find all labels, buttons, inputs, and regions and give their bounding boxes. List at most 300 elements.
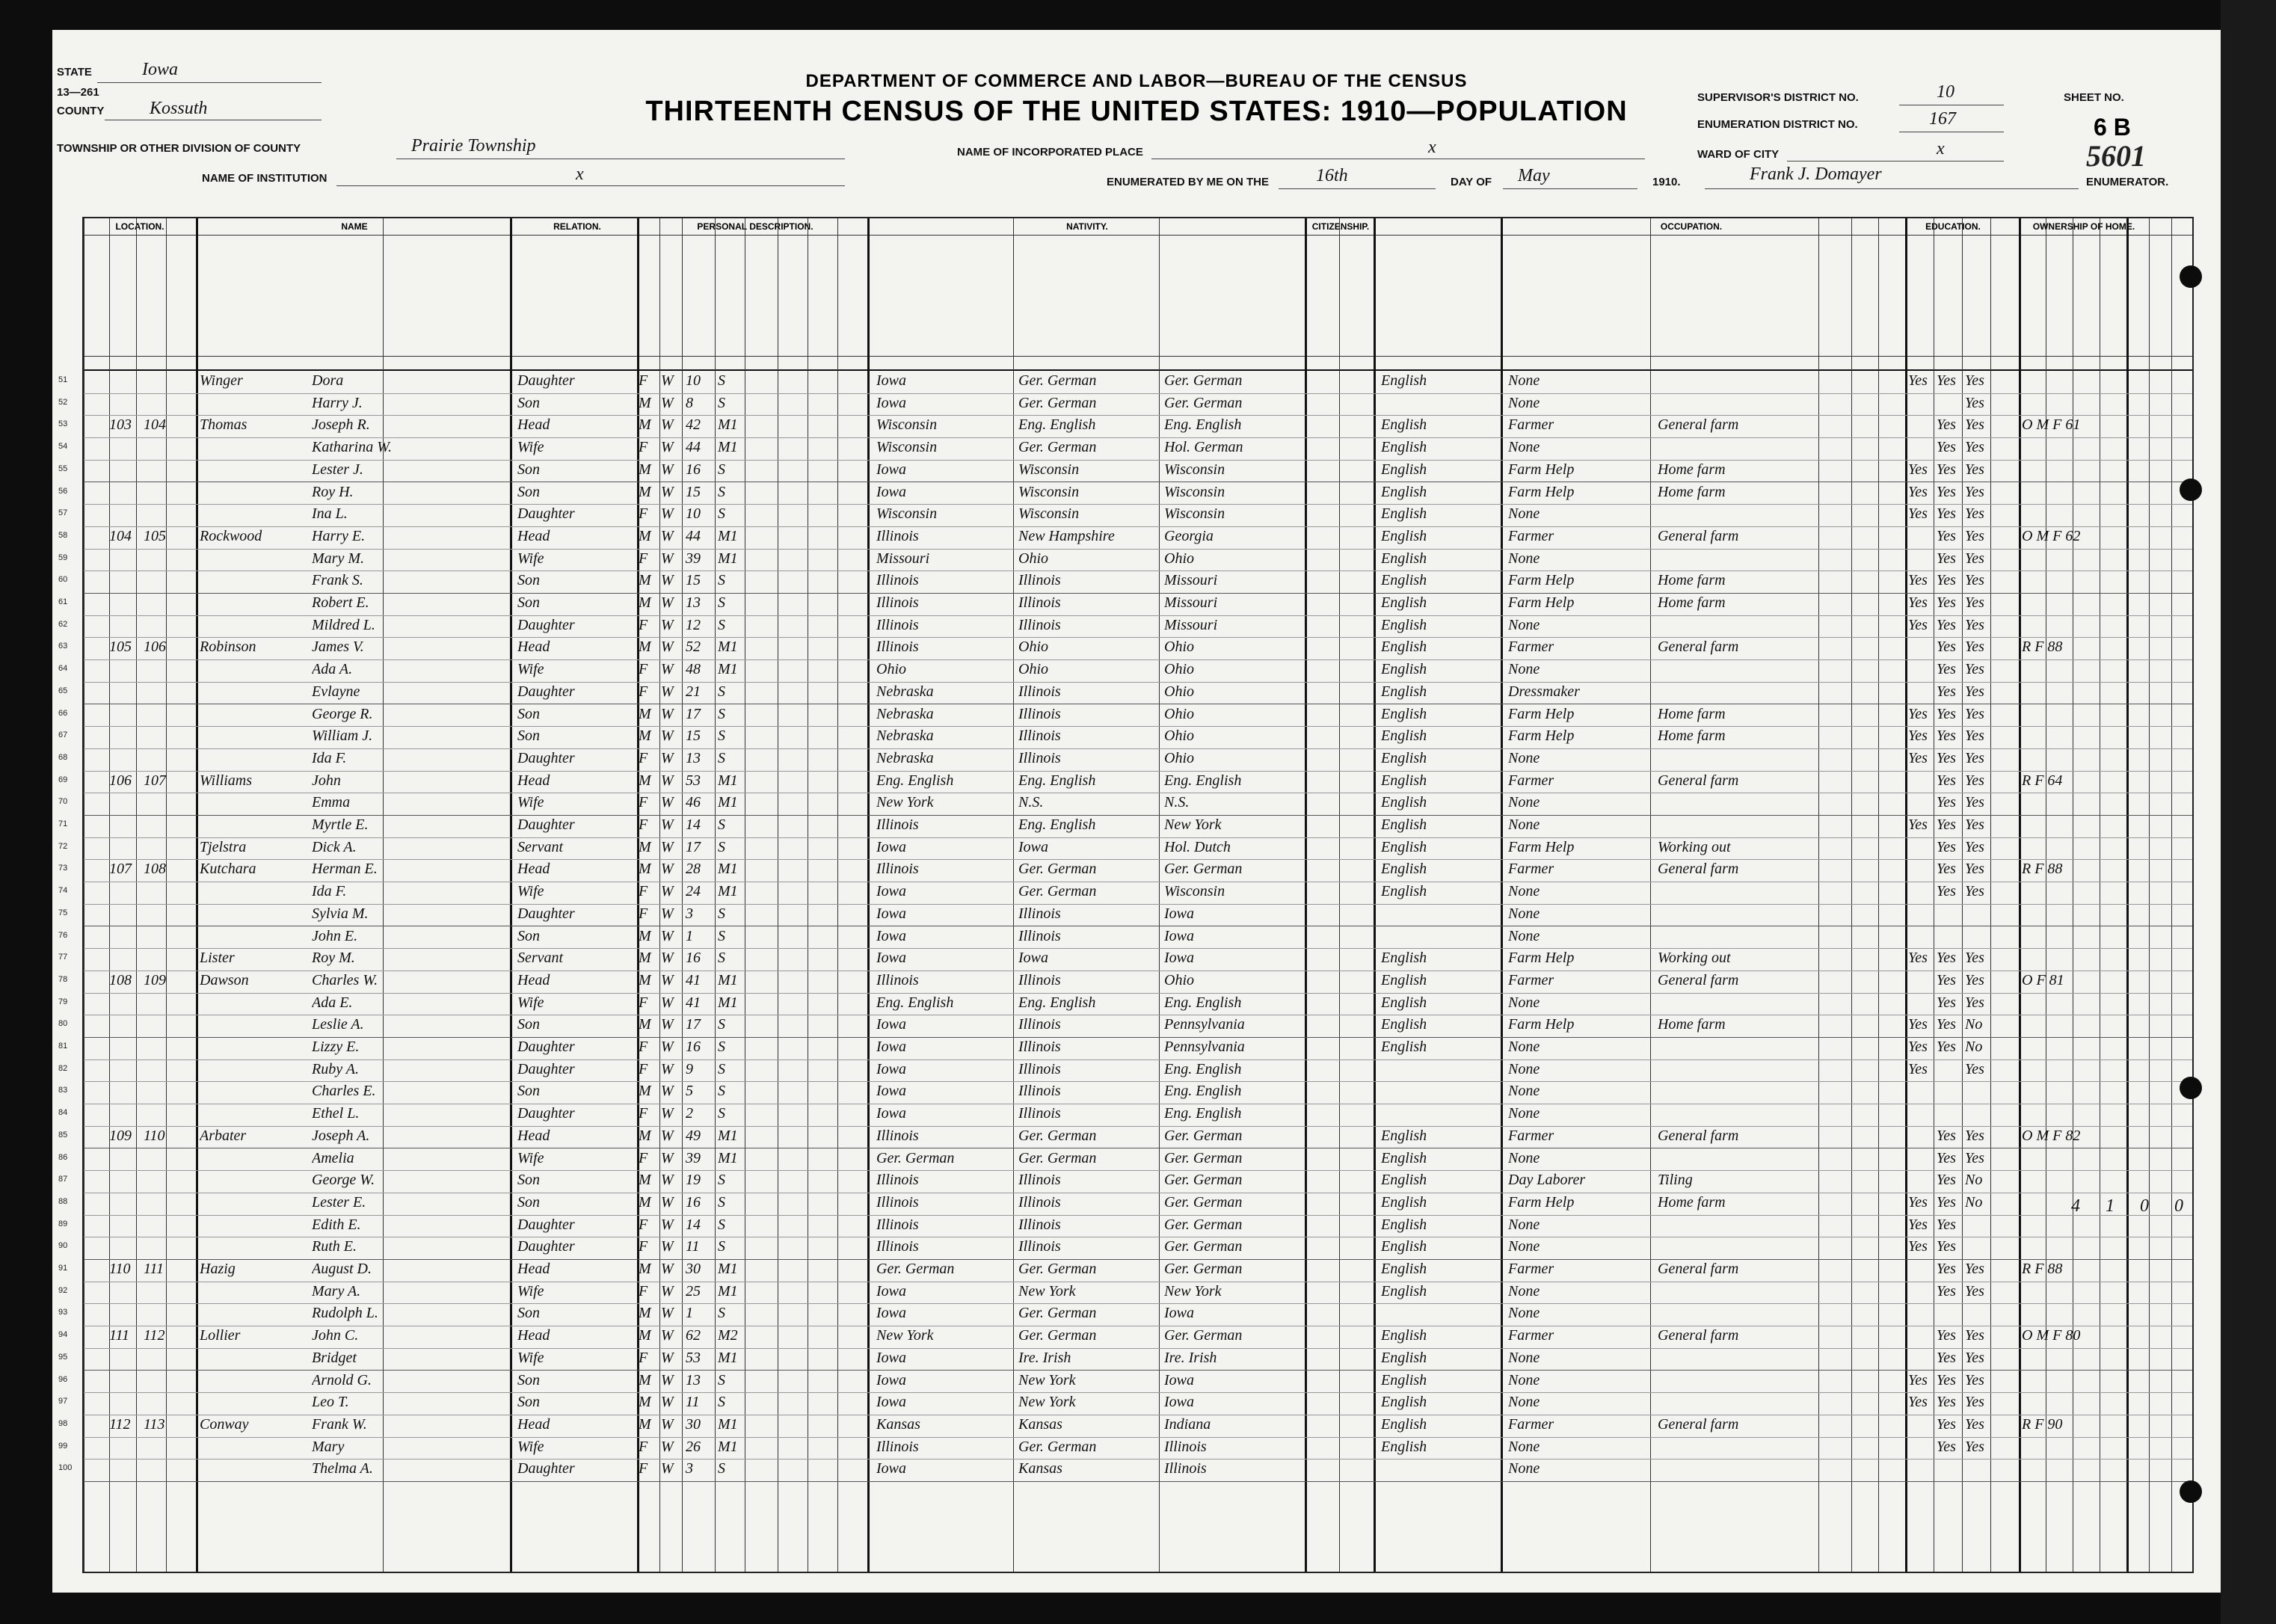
- cell-trade: None: [1508, 1149, 1540, 1166]
- enumeration-label: ENUMERATION DISTRICT NO.: [1697, 118, 1858, 131]
- cell-dwelling: [109, 484, 147, 503]
- cell-industry: General farm: [1658, 416, 1739, 434]
- cell-mother-birth: Ohio: [1164, 728, 1194, 745]
- cell-dwelling: 109: [109, 1127, 132, 1144]
- cell-mother-birth: Eng. English: [1164, 416, 1242, 434]
- cell-school: Yes: [1908, 572, 1928, 589]
- cell-language: English: [1381, 616, 1427, 633]
- cell-relation: Wife: [517, 994, 544, 1011]
- cell-given: Frank W.: [312, 1415, 367, 1433]
- enumerated-day: 16th: [1316, 166, 1348, 185]
- cell-race: W: [661, 527, 674, 544]
- cell-family: 105: [144, 527, 166, 544]
- cell-age: 13: [686, 1371, 701, 1388]
- department-title: DEPARTMENT OF COMMERCE AND LABOR—BUREAU OF THE CENSUS: [805, 71, 1468, 91]
- enumeration-value: 167: [1929, 109, 1956, 129]
- cell-age: 25: [686, 1282, 701, 1299]
- cell-write: Yes: [1965, 1349, 1984, 1366]
- cell-write: Yes: [1965, 483, 1984, 500]
- cell-trade: Farmer: [1508, 1127, 1554, 1144]
- cell-relation: Wife: [517, 1438, 544, 1455]
- cell-birth-place: Wisconsin: [876, 439, 938, 456]
- line-number: 97: [58, 1397, 68, 1406]
- cell-industry: Home farm: [1658, 594, 1726, 611]
- cell-sex: F: [639, 1216, 648, 1233]
- cell-marital: M1: [718, 439, 738, 456]
- cell-race: W: [661, 439, 674, 456]
- cell-read: Yes: [1937, 483, 1956, 500]
- cell-mother-birth: Indiana: [1164, 1415, 1211, 1433]
- cell-family: [144, 750, 181, 769]
- cell-father-birth: Wisconsin: [1018, 483, 1080, 500]
- cell-age: 15: [686, 572, 701, 589]
- cell-sex: F: [639, 1349, 648, 1366]
- cell-race: W: [661, 927, 674, 944]
- cell-age: 13: [686, 594, 701, 611]
- census-sheet: [52, 30, 2221, 1593]
- cell-father-birth: Ger. German: [1018, 1327, 1097, 1344]
- cell-mother-birth: Ire. Irish: [1164, 1349, 1217, 1366]
- cell-birth-place: Iowa: [876, 838, 906, 855]
- cell-age: 14: [686, 816, 701, 833]
- cell-family: [144, 905, 181, 925]
- cell-industry: General farm: [1658, 1261, 1739, 1277]
- cell-surname: [200, 728, 312, 747]
- cell-mother-birth: Ohio: [1164, 639, 1194, 656]
- cell-write: No: [1965, 1193, 1983, 1211]
- line-number: 72: [58, 841, 68, 851]
- cell-surname: [200, 1372, 312, 1391]
- cell-trade: Farmer: [1508, 1415, 1554, 1433]
- cell-industry: [1658, 1460, 1818, 1480]
- cell-father-birth: Eng. English: [1018, 772, 1096, 789]
- cell-family: [144, 1016, 181, 1036]
- table-row: [58, 504, 2192, 527]
- cell-marital: M1: [718, 416, 738, 434]
- cell-family: [144, 1217, 181, 1236]
- cell-surname: [200, 484, 312, 503]
- table-row: [58, 704, 2192, 728]
- table-row: [58, 1148, 2192, 1172]
- cell-age: 12: [686, 616, 701, 633]
- cell-language: English: [1381, 372, 1427, 389]
- cell-race: W: [661, 994, 674, 1011]
- cell-family: 110: [144, 1127, 165, 1144]
- cell-father-birth: Eng. English: [1018, 416, 1096, 434]
- cell-given: Roy M.: [312, 950, 355, 967]
- cell-industry: [1658, 905, 1818, 925]
- cell-age: 41: [686, 994, 701, 1011]
- cell-father-birth: Kansas: [1018, 1460, 1062, 1477]
- punch-hole: [2180, 265, 2202, 288]
- group-education: EDUCATION.: [1925, 221, 1981, 232]
- cell-language: English: [1381, 550, 1427, 567]
- cell-dwelling: [109, 794, 147, 813]
- cell-surname: Conway: [200, 1415, 249, 1433]
- cell-relation: Daughter: [517, 1238, 575, 1255]
- cell-race: W: [661, 616, 674, 633]
- cell-relation: Head: [517, 527, 550, 544]
- cell-birth-place: Iowa: [876, 1083, 906, 1100]
- cell-industry: Home farm: [1658, 572, 1726, 589]
- line-number: 86: [58, 1152, 68, 1162]
- cell-marital: S: [718, 1083, 725, 1100]
- cell-dwelling: 106: [109, 772, 132, 789]
- cell-relation: Head: [517, 971, 550, 988]
- cell-school: [1908, 1261, 1935, 1280]
- cell-marital: S: [718, 749, 725, 766]
- cell-trade: None: [1508, 994, 1540, 1011]
- cell-industry: Home farm: [1658, 728, 1726, 745]
- cell-father-birth: Ger. German: [1018, 394, 1097, 411]
- cell-read: [1937, 928, 1963, 947]
- table-row: [58, 971, 2192, 994]
- cell-father-birth: New York: [1018, 1282, 1076, 1299]
- cell-marital: S: [718, 616, 725, 633]
- cell-school: Yes: [1908, 950, 1928, 967]
- cell-birth-place: Kansas: [876, 1415, 920, 1433]
- cell-age: 30: [686, 1261, 701, 1277]
- cell-read: [1937, 1305, 1963, 1324]
- cell-marital: S: [718, 394, 725, 411]
- cell-race: W: [661, 1127, 674, 1144]
- supervisor-label: SUPERVISOR'S DISTRICT NO.: [1697, 91, 1859, 104]
- cell-language: [1381, 1305, 1493, 1324]
- cell-marital: M1: [718, 1349, 738, 1366]
- cell-relation: Son: [517, 483, 540, 500]
- cell-dwelling: [109, 1350, 147, 1369]
- cell-birth-place: Iowa: [876, 483, 906, 500]
- cell-birth-place: Iowa: [876, 1105, 906, 1122]
- cell-language: [1381, 905, 1493, 925]
- cell-family: [144, 461, 181, 481]
- cell-write: [1965, 1238, 1992, 1258]
- cell-surname: [200, 550, 312, 570]
- cell-dwelling: [109, 395, 147, 414]
- cell-race: W: [661, 639, 674, 656]
- cell-father-birth: New York: [1018, 1371, 1076, 1388]
- cell-surname: [200, 1217, 312, 1236]
- cell-relation: Daughter: [517, 1105, 575, 1122]
- table-row: [58, 1392, 2192, 1415]
- cell-own: [2022, 1238, 2126, 1258]
- cell-surname: [200, 1150, 312, 1169]
- cell-sex: M: [639, 1394, 651, 1411]
- cell-trade: None: [1508, 372, 1540, 389]
- cell-school: Yes: [1908, 1216, 1928, 1233]
- cell-family: 104: [144, 416, 166, 434]
- cell-read: Yes: [1937, 749, 1956, 766]
- cell-given: Amelia: [312, 1149, 354, 1166]
- cell-mother-birth: New York: [1164, 1282, 1222, 1299]
- cell-sex: F: [639, 372, 648, 389]
- line-number: 92: [58, 1285, 68, 1295]
- cell-dwelling: [109, 550, 147, 570]
- cell-birth-place: Ger. German: [876, 1261, 955, 1277]
- cell-trade: Farmer: [1508, 861, 1554, 878]
- table-row: [58, 570, 2192, 594]
- cell-relation: Head: [517, 1127, 550, 1144]
- cell-read: Yes: [1937, 1039, 1956, 1055]
- line-number: 62: [58, 619, 68, 629]
- cell-mother-birth: Iowa: [1164, 950, 1194, 967]
- cell-own: [2022, 484, 2126, 503]
- cell-trade: Farmer: [1508, 416, 1554, 434]
- cell-dwelling: 107: [109, 861, 132, 878]
- cell-relation: Son: [517, 927, 540, 944]
- cell-sex: F: [639, 661, 648, 678]
- cell-own: [2022, 1372, 2126, 1391]
- cell-industry: [1658, 928, 1818, 947]
- cell-industry: [1658, 439, 1818, 458]
- cell-relation: Son: [517, 1083, 540, 1100]
- cell-relation: Daughter: [517, 749, 575, 766]
- line-number: 74: [58, 886, 68, 896]
- cell-father-birth: Ger. German: [1018, 883, 1097, 900]
- cell-relation: Daughter: [517, 372, 575, 389]
- cell-own: [2022, 1083, 2126, 1102]
- cell-dwelling: [109, 617, 147, 636]
- cell-trade: None: [1508, 1305, 1540, 1322]
- cell-read: [1937, 1105, 1963, 1125]
- cell-mother-birth: Missouri: [1164, 616, 1218, 633]
- cell-industry: [1658, 683, 1818, 703]
- cell-school: [1908, 683, 1935, 703]
- cell-read: Yes: [1937, 728, 1956, 745]
- cell-industry: [1658, 1105, 1818, 1125]
- cell-family: [144, 794, 181, 813]
- table-row: [58, 793, 2192, 816]
- cell-mother-birth: Ger. German: [1164, 1327, 1243, 1344]
- census-table: [58, 217, 2194, 1573]
- cell-given: Robert E.: [312, 594, 369, 611]
- cell-read: Yes: [1937, 372, 1956, 389]
- cell-industry: Home farm: [1658, 461, 1726, 478]
- cell-relation: Son: [517, 1394, 540, 1411]
- cell-relation: Wife: [517, 1349, 544, 1366]
- cell-relation: Wife: [517, 661, 544, 678]
- cell-race: W: [661, 1394, 674, 1411]
- cell-trade: None: [1508, 505, 1540, 523]
- line-number: 80: [58, 1019, 68, 1029]
- cell-surname: [200, 1061, 312, 1080]
- cell-race: W: [661, 661, 674, 678]
- line-number: 63: [58, 642, 68, 651]
- cell-surname: [200, 505, 312, 525]
- cell-sex: M: [639, 639, 651, 656]
- cell-given: Bridget: [312, 1349, 357, 1366]
- cell-write: Yes: [1965, 394, 1984, 411]
- cell-read: Yes: [1937, 416, 1956, 434]
- cell-marital: M1: [718, 661, 738, 678]
- cell-dwelling: [109, 683, 147, 703]
- cell-write: Yes: [1965, 1327, 1984, 1344]
- cell-industry: Tiling: [1658, 1172, 1693, 1189]
- cell-mother-birth: Wisconsin: [1164, 483, 1225, 500]
- cell-industry: [1658, 372, 1818, 392]
- cell-mother-birth: Ohio: [1164, 749, 1194, 766]
- cell-race: W: [661, 1105, 674, 1122]
- cell-language: English: [1381, 1394, 1427, 1411]
- cell-school: [1908, 1305, 1935, 1324]
- cell-marital: M1: [718, 971, 738, 988]
- cell-given: Ida F.: [312, 749, 347, 766]
- cell-surname: Lollier: [200, 1327, 241, 1344]
- cell-own: [2022, 1105, 2126, 1125]
- cell-race: W: [661, 1216, 674, 1233]
- cell-language: English: [1381, 861, 1427, 878]
- cell-relation: Daughter: [517, 905, 575, 922]
- cell-language: [1381, 395, 1493, 414]
- cell-mother-birth: Eng. English: [1164, 1060, 1242, 1077]
- cell-trade: Day Laborer: [1508, 1172, 1586, 1189]
- cell-marital: S: [718, 572, 725, 589]
- cell-family: [144, 883, 181, 902]
- line-number: 100: [58, 1463, 73, 1473]
- cell-trade: Farmer: [1508, 1327, 1554, 1344]
- cell-language: English: [1381, 1238, 1427, 1255]
- cell-language: English: [1381, 749, 1427, 766]
- county-label: COUNTY: [57, 105, 105, 117]
- cell-relation: Son: [517, 461, 540, 478]
- cell-school: Yes: [1908, 1039, 1928, 1055]
- cell-given: John: [312, 772, 341, 789]
- cell-own: [2022, 1439, 2126, 1458]
- cell-age: 5: [686, 1083, 693, 1100]
- table-row: [58, 1037, 2192, 1060]
- cell-sex: M: [639, 1371, 651, 1388]
- cell-write: [1965, 1460, 1992, 1480]
- cell-write: Yes: [1965, 1127, 1984, 1144]
- cell-race: W: [661, 1415, 674, 1433]
- cell-given: Herman E.: [312, 861, 378, 878]
- line-number: 78: [58, 974, 68, 984]
- cell-relation: Daughter: [517, 1216, 575, 1233]
- cell-race: W: [661, 1282, 674, 1299]
- cell-sex: F: [639, 1238, 648, 1255]
- cell-write: [1965, 1083, 1992, 1102]
- cell-marital: M1: [718, 1149, 738, 1166]
- cell-read: Yes: [1937, 1349, 1956, 1366]
- table-row: [58, 1126, 2192, 1149]
- cell-age: 46: [686, 794, 701, 811]
- cell-family: [144, 1105, 181, 1125]
- cell-write: Yes: [1965, 616, 1984, 633]
- cell-write: Yes: [1965, 772, 1984, 789]
- cell-school: Yes: [1908, 594, 1928, 611]
- cell-sex: M: [639, 483, 651, 500]
- cell-sex: F: [639, 1438, 648, 1455]
- cell-school: [1908, 1350, 1935, 1369]
- table-row: [58, 726, 2192, 749]
- cell-family: [144, 1439, 181, 1458]
- cell-mother-birth: Illinois: [1164, 1438, 1207, 1455]
- cell-age: 15: [686, 483, 701, 500]
- line-number: 64: [58, 664, 68, 674]
- cell-race: W: [661, 1371, 674, 1388]
- cell-write: Yes: [1965, 461, 1984, 478]
- cell-industry: [1658, 1083, 1818, 1102]
- cell-write: Yes: [1965, 683, 1984, 700]
- cell-marital: M1: [718, 861, 738, 878]
- line-number: 69: [58, 775, 68, 784]
- cell-age: 3: [686, 1460, 693, 1477]
- cell-own: [2022, 1039, 2126, 1058]
- cell-given: Roy H.: [312, 483, 354, 500]
- cell-own: [2022, 1061, 2126, 1080]
- cell-trade: None: [1508, 1438, 1540, 1455]
- table-row: [58, 1371, 2192, 1394]
- cell-sex: M: [639, 1172, 651, 1189]
- table-row: [58, 659, 2192, 683]
- cell-school: Yes: [1908, 728, 1928, 745]
- cell-dwelling: [109, 950, 147, 969]
- group-nativity: NATIVITY.: [1066, 221, 1108, 232]
- cell-age: 39: [686, 550, 701, 567]
- cell-sex: M: [639, 1127, 651, 1144]
- cell-father-birth: Ger. German: [1018, 1261, 1097, 1277]
- group-personal: PERSONAL DESCRIPTION.: [697, 221, 813, 232]
- cell-family: [144, 1372, 181, 1391]
- cell-marital: M1: [718, 527, 738, 544]
- cell-write: [1965, 1305, 1992, 1324]
- cell-own: O M F 62: [2022, 527, 2081, 544]
- cell-dwelling: 111: [109, 1327, 130, 1344]
- cell-mother-birth: Iowa: [1164, 1394, 1194, 1411]
- cell-given: John E.: [312, 927, 358, 944]
- cell-own: [2022, 1283, 2126, 1302]
- cell-sex: M: [639, 971, 651, 988]
- cell-father-birth: Eng. English: [1018, 816, 1096, 833]
- cell-industry: [1658, 1238, 1818, 1258]
- cell-age: 8: [686, 394, 693, 411]
- cell-own: [2022, 1150, 2126, 1169]
- cell-write: Yes: [1965, 794, 1984, 811]
- cell-given: Evlayne: [312, 683, 360, 700]
- cell-father-birth: Illinois: [1018, 1172, 1061, 1189]
- cell-family: [144, 1083, 181, 1102]
- cell-given: Mary A.: [312, 1282, 361, 1299]
- line-number: 53: [58, 419, 68, 429]
- cell-birth-place: Illinois: [876, 1172, 919, 1189]
- cell-own: [2022, 617, 2126, 636]
- cell-birth-place: Ger. German: [876, 1149, 955, 1166]
- table-row: [58, 993, 2192, 1016]
- cell-birth-place: Iowa: [876, 1060, 906, 1077]
- group-location: LOCATION.: [115, 221, 164, 232]
- cell-language: English: [1381, 683, 1427, 700]
- cell-sex: M: [639, 1261, 651, 1277]
- cell-age: 39: [686, 1149, 701, 1166]
- cell-language: English: [1381, 883, 1427, 900]
- cell-sex: M: [639, 594, 651, 611]
- cell-age: 1: [686, 1305, 693, 1322]
- enumerator-name: Frank J. Domayer: [1750, 164, 1882, 184]
- cell-school: Yes: [1908, 1394, 1928, 1411]
- cell-own: R F 64: [2022, 772, 2063, 789]
- cell-trade: Farm Help: [1508, 950, 1575, 967]
- line-number: 65: [58, 686, 68, 695]
- cell-age: 17: [686, 1016, 701, 1033]
- cell-mother-birth: N.S.: [1164, 794, 1190, 811]
- table-row: [58, 1459, 2192, 1482]
- cell-read: Yes: [1937, 1371, 1956, 1388]
- cell-dwelling: [109, 1283, 147, 1302]
- cell-father-birth: New York: [1018, 1394, 1076, 1411]
- cell-language: English: [1381, 971, 1427, 988]
- cell-trade: Dressmaker: [1508, 683, 1580, 700]
- cell-family: [144, 617, 181, 636]
